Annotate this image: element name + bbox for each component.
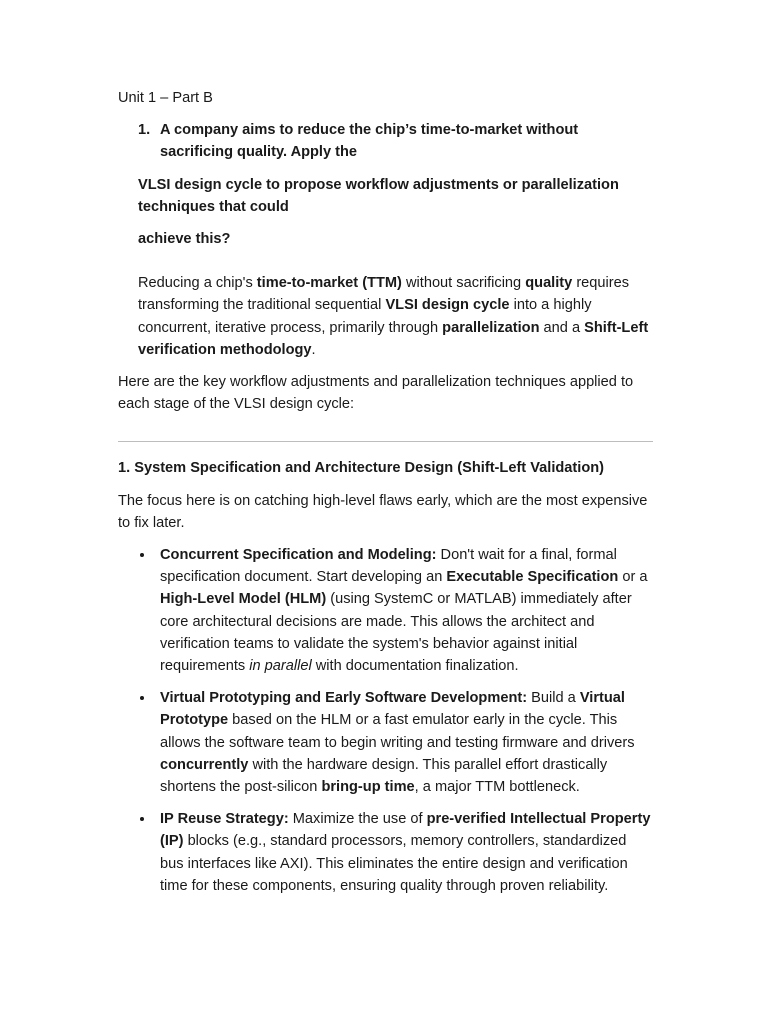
bold-term: Virtual Prototype: [160, 690, 625, 729]
bullet-item-virtual-prototyping: [118, 687, 653, 798]
bold-term: Concurrent Specification and Modeling:: [160, 547, 437, 564]
bold-term: concurrently: [160, 756, 249, 773]
italic-term: in parallel: [249, 658, 312, 675]
question-number: 1.: [138, 122, 151, 139]
bullet-item-ip-reuse: [118, 808, 653, 897]
text-run: and a: [539, 319, 585, 336]
bullet-item-concurrent-specification: [118, 544, 653, 677]
section-heading: 1. System Specification and Architecture Design (Shift-Left Validation): [118, 460, 605, 477]
bullet-dot-icon: [118, 808, 160, 897]
text-run: Don't wait for a final, formal specification document. Start developing an: [160, 547, 617, 586]
text-run: (using SystemC or MATLAB) immediately after core architectural decisions are made. This allows the architect and verification teams to validate the system's behavior against initial requirements: [160, 591, 632, 675]
question-text-part3: achieve this?: [138, 231, 231, 248]
unit-heading: Unit 1 – Part B: [118, 90, 213, 106]
bold-term: time-to-market (TTM): [256, 275, 402, 292]
bullet-dot-icon: [118, 544, 160, 677]
text-run: without sacrificing: [401, 275, 526, 292]
text-run: into a highly concurrent, iterative process, primarily through: [138, 297, 592, 336]
bullet-list: [118, 544, 653, 897]
text-run: based on the HLM or a fast emulator early in the cycle. This allows the software team to begin writing and testing firmware and drivers: [160, 712, 635, 751]
text-run: .: [311, 341, 316, 358]
section-intro-paragraph: The focus here is on catching high-level flaws early, which are the most expensive to fix later.: [118, 492, 648, 531]
text-run: , a major TTM bottleneck.: [414, 779, 580, 796]
question-text-part1: A company aims to reduce the chip’s time-to-market without sacrificing quality. Apply the: [160, 122, 579, 161]
bold-term: pre-verified Intellectual Property (IP): [160, 811, 651, 850]
text-run: Maximize the use of: [288, 811, 427, 828]
text-run: with documentation finalization.: [311, 658, 519, 675]
bold-term: Virtual Prototyping and Early Software Development:: [160, 690, 528, 707]
bullet-text: [160, 687, 653, 798]
bullet-text: [160, 808, 653, 897]
bold-term: quality: [525, 275, 573, 292]
overview-paragraph: Here are the key workflow adjustments and parallelization techniques applied to each stage of the VLSI design cycle:: [118, 374, 634, 413]
text-run: blocks (e.g., standard processors, memory controllers, standardized bus interfaces like AXI). This eliminates the entire design and verification time for these components, ensuring quality through proven reliability.: [160, 833, 628, 894]
bullet-dot-icon: [118, 687, 160, 798]
document-page: [118, 87, 653, 907]
text-run: with the hardware design. This parallel effort drastically shortens the post-silicon: [160, 756, 608, 796]
text-run: Reducing a chip's: [138, 275, 257, 292]
bold-term: bring-up time: [321, 779, 415, 796]
question-first-line: [118, 119, 653, 163]
answer-intro-paragraph: [138, 272, 653, 361]
bold-term: parallelization: [442, 319, 540, 336]
bold-term: Shift-Left verification methodology: [138, 319, 649, 358]
bold-term: IP Reuse Strategy:: [160, 811, 289, 828]
bullet-text: [160, 544, 653, 677]
horizontal-divider: [118, 441, 653, 442]
text-run: Build a: [527, 690, 580, 707]
question-text-part2: VLSI design cycle to propose workflow adjustments or parallelization techniques that could: [138, 176, 619, 215]
bold-term: High-Level Model (HLM): [160, 591, 327, 608]
text-run: requires transforming the traditional sequential: [138, 275, 630, 314]
bold-term: Executable Specification: [446, 569, 619, 586]
bold-term: VLSI design cycle: [385, 297, 510, 314]
text-run: or a: [618, 569, 648, 586]
